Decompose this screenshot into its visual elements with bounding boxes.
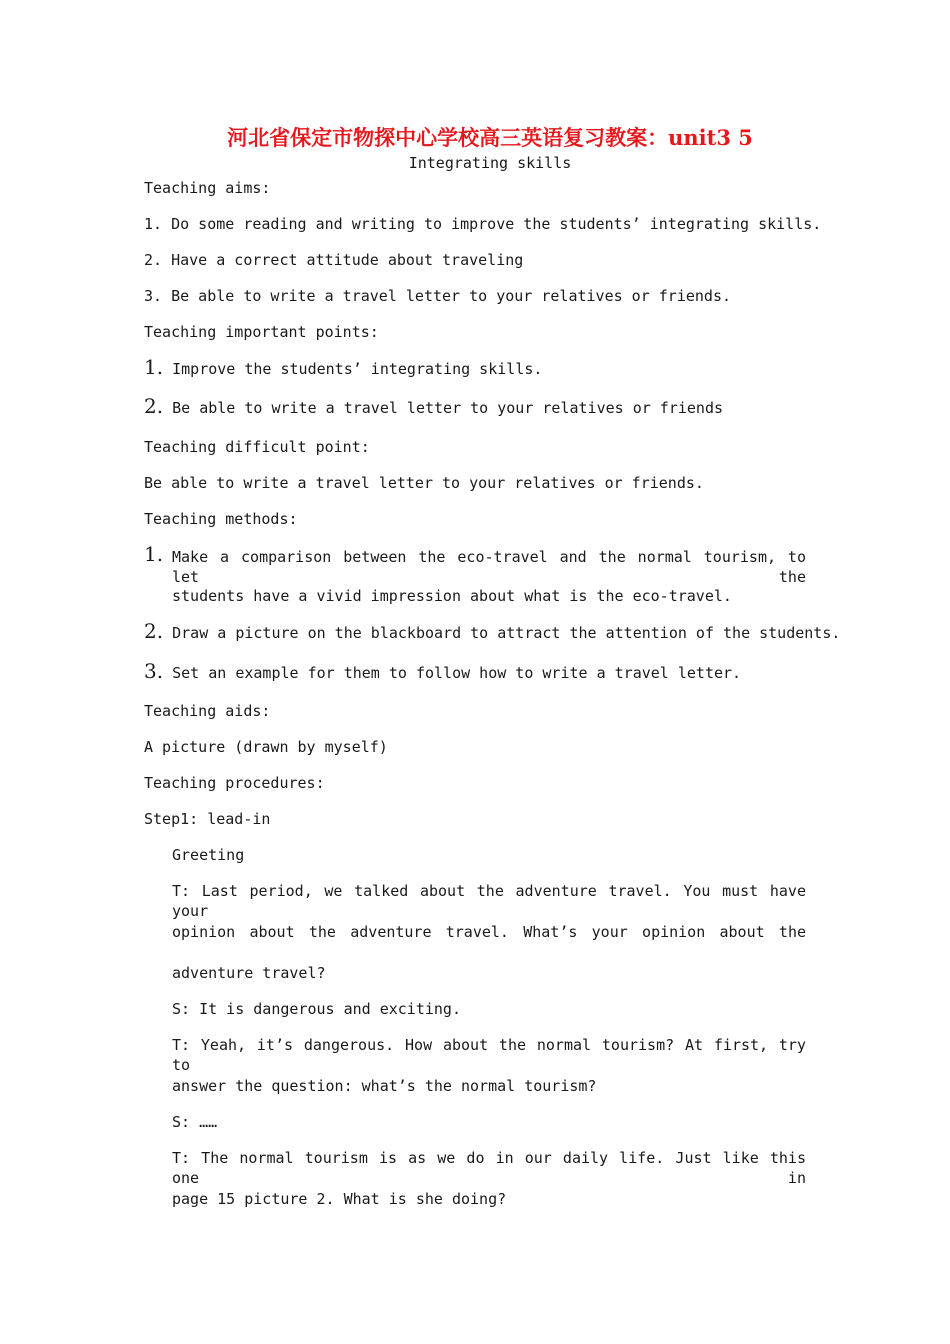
methods-item-number: 1. bbox=[144, 542, 164, 566]
important-item-text: Be able to write a travel letter to your relatives or friends bbox=[172, 399, 724, 417]
methods-item-text: students have a vivid impression about what is the eco-travel. bbox=[172, 587, 732, 605]
aims-item-number: 2. bbox=[144, 251, 163, 269]
methods-item-number: 3. bbox=[144, 659, 164, 683]
methods-heading: Teaching methods: bbox=[144, 510, 298, 528]
important-item bbox=[144, 396, 723, 418]
important-item-number: 1. bbox=[144, 355, 164, 379]
dialogue-line: page 15 picture 2. What is she doing? bbox=[172, 1190, 507, 1208]
page-subtitle: Integrating skills bbox=[408, 154, 572, 172]
dialogue-line: answer the question: what’s the normal tourism? bbox=[172, 1077, 597, 1095]
dialogue-line: adventure travel? bbox=[172, 964, 326, 982]
difficult-heading: Teaching difficult point: bbox=[144, 438, 370, 456]
important-item-text: Improve the students’ integrating skills. bbox=[172, 360, 543, 378]
aims-item bbox=[144, 214, 821, 234]
methods-item bbox=[144, 661, 741, 683]
aims-item bbox=[144, 250, 523, 270]
aims-item-text: Do some reading and writing to improve the students’ integrating skills. bbox=[171, 215, 822, 233]
procedures-heading: Teaching procedures: bbox=[144, 774, 325, 792]
methods-item-text: Draw a picture on the blackboard to attract the attention of the students. bbox=[172, 624, 841, 642]
step1-heading: Step1: lead-in bbox=[144, 810, 271, 828]
aids-heading: Teaching aids: bbox=[144, 702, 271, 720]
methods-item-text: Make a comparison between the eco-travel and the normal tourism, to let the bbox=[172, 548, 806, 586]
dialogue-line: T: Yeah, it’s dangerous. How about the normal tourism? At first, try to bbox=[172, 1036, 806, 1074]
aids-text: A picture (drawn by myself) bbox=[144, 738, 388, 756]
dialogue-line: S: It is dangerous and exciting. bbox=[172, 1000, 461, 1018]
greeting-text: Greeting bbox=[172, 846, 245, 864]
dialogue-line: opinion about the adventure travel. What’s your opinion about the bbox=[172, 923, 806, 941]
important-item bbox=[144, 357, 542, 379]
aims-item-number: 3. bbox=[144, 287, 163, 305]
aims-heading: Teaching aims: bbox=[144, 179, 271, 197]
important-item-number: 2. bbox=[144, 394, 164, 418]
methods-item-text: Set an example for them to follow how to write a travel letter. bbox=[172, 664, 742, 682]
aims-item-text: Have a correct attitude about traveling bbox=[171, 251, 524, 269]
dialogue-line: S: …… bbox=[172, 1113, 218, 1131]
important-heading: Teaching important points: bbox=[144, 323, 379, 341]
dialogue-line: T: Last period, we talked about the adventure travel. You must have your bbox=[172, 882, 806, 920]
methods-item-number: 2. bbox=[144, 619, 164, 643]
aims-item-text: Be able to write a travel letter to your relatives or friends. bbox=[171, 287, 732, 305]
aims-item-number: 1. bbox=[144, 215, 163, 233]
difficult-text: Be able to write a travel letter to your relatives or friends. bbox=[144, 474, 704, 492]
page-title: 河北省保定市物探中心学校高三英语复习教案：unit3 5 bbox=[227, 125, 753, 150]
methods-item bbox=[144, 621, 840, 643]
dialogue-line: T: The normal tourism is as we do in our daily life. Just like this one in bbox=[172, 1149, 806, 1187]
aims-item bbox=[144, 286, 731, 306]
